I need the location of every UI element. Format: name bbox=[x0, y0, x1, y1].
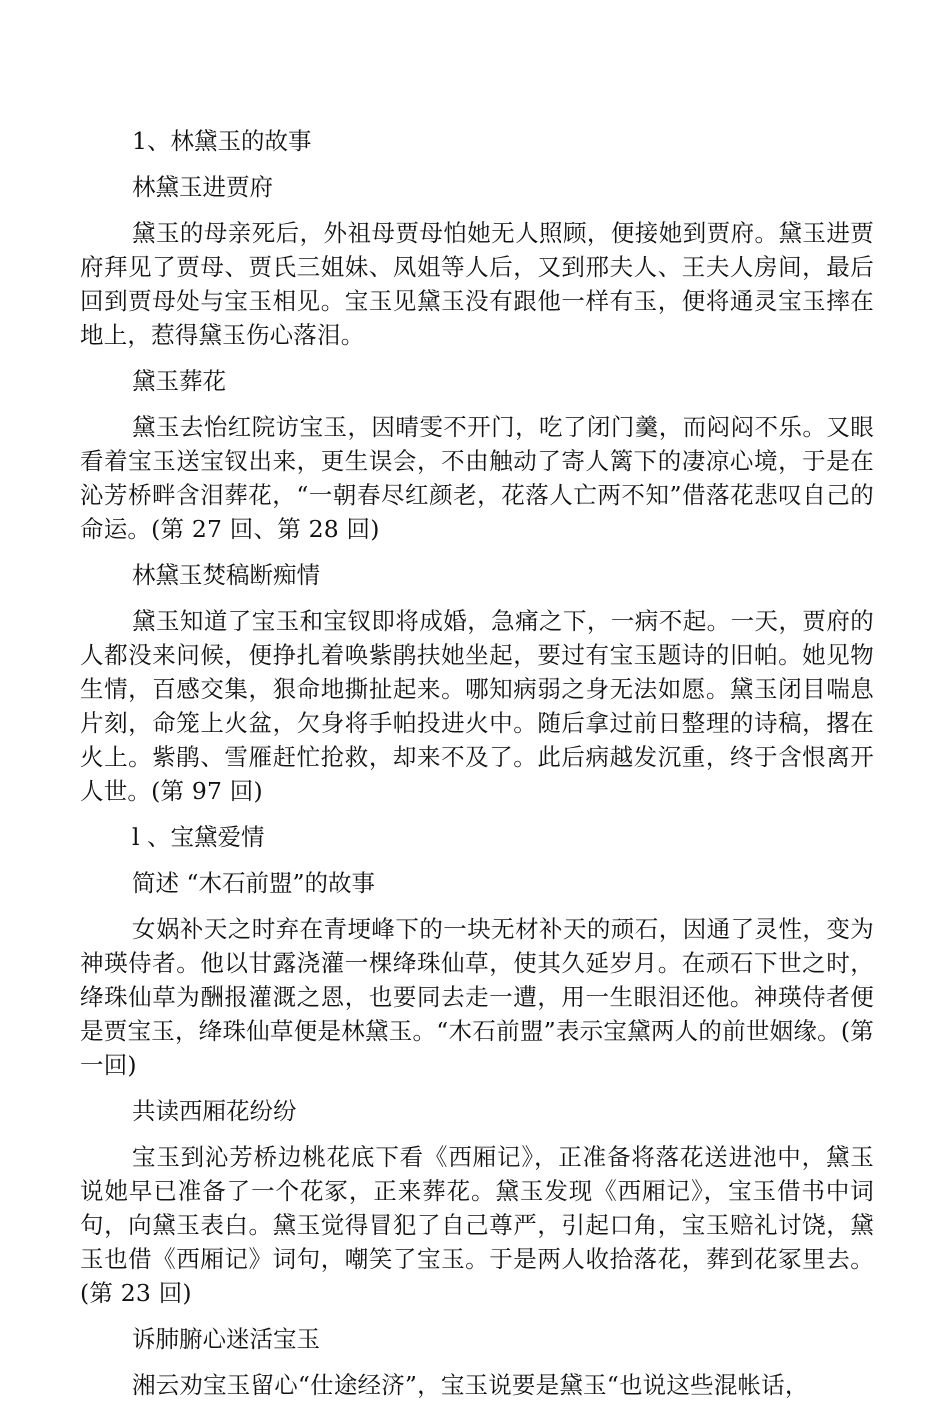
section-title: l 、宝黛爱情 bbox=[132, 823, 265, 851]
story-title: 共读西厢花纷纷 bbox=[132, 1097, 297, 1125]
paragraph: 黛玉去怡红院访宝玉，因晴雯不开门，吃了闭门羹，而闷闷不乐。又眼看着宝玉送宝钗出来，更生误会，不由触动了寄人篱下的凄凉心境，于是在沁芳桥畔含泪葬花，“一朝春尽红颜老，花落人亡两不知”借落花悲叹自己的命运。(第 27 回、第 28 回) bbox=[80, 413, 874, 543]
story-title: 简述 “木石前盟”的故事 bbox=[132, 869, 375, 897]
paragraph: 湘云劝宝玉留心“仕途经济”，宝玉说要是黛玉“也说这些混帐话， bbox=[132, 1371, 809, 1399]
section-title: 1、林黛玉的故事 bbox=[132, 127, 312, 155]
paragraph: 黛玉的母亲死后，外祖母贾母怕她无人照顾，便接她到贾府。黛玉进贾府拜见了贾母、贾氏三姐妹、凤姐等人后，又到邢夫人、王夫人房间，最后回到贾母处与宝玉相见。宝玉见黛玉没有跟他一样有玉，便将通灵宝玉摔在地上，惹得黛玉伤心落泪。 bbox=[80, 219, 874, 349]
paragraph: 女娲补天之时弃在青埂峰下的一块无材补天的顽石，因通了灵性，变为神瑛侍者。他以甘露浇灌一棵绛珠仙草，使其久延岁月。在顽石下世之时，绛珠仙草为酬报灌溉之恩，也要同去走一遭，用一生眼泪还他。神瑛侍者便是贾宝玉，绛珠仙草便是林黛玉。“木石前盟”表示宝黛两人的前世姻缘。(第一回) bbox=[80, 915, 874, 1079]
story-title: 林黛玉焚稿断痴情 bbox=[132, 561, 320, 589]
paragraph: 宝玉到沁芳桥边桃花底下看《西厢记》，正准备将落花送进池中，黛玉说她早已准备了一个花冢，正来葬花。黛玉发现《西厢记》，宝玉借书中词句，向黛玉表白。黛玉觉得冒犯了自己尊严，引起口角，宝玉赔礼讨饶，黛玉也借《西厢记》词句，嘲笑了宝玉。于是两人收拾落花，葬到花冢里去。(第 23 回) bbox=[80, 1143, 874, 1307]
paragraph: 黛玉知道了宝玉和宝钗即将成婚，急痛之下，一病不起。一天，贾府的人都没来问候，便挣扎着唤紫鹃扶她坐起，要过有宝玉题诗的旧帕。她见物生情，百感交集，狠命地撕扯起来。哪知病弱之身无法如愿。黛玉闭目喘息片刻，命笼上火盆，欠身将手帕投进火中。随后拿过前日整理的诗稿，撂在火上。紫鹃、雪雁赶忙抢救，却来不及了。此后病越发沉重，终于含恨离开人世。(第 97 回) bbox=[80, 607, 874, 805]
story-title: 诉肺腑心迷活宝玉 bbox=[132, 1325, 320, 1353]
story-title: 林黛玉进贾府 bbox=[132, 173, 273, 201]
story-title: 黛玉葬花 bbox=[132, 367, 226, 395]
document-page bbox=[80, 124, 874, 1414]
